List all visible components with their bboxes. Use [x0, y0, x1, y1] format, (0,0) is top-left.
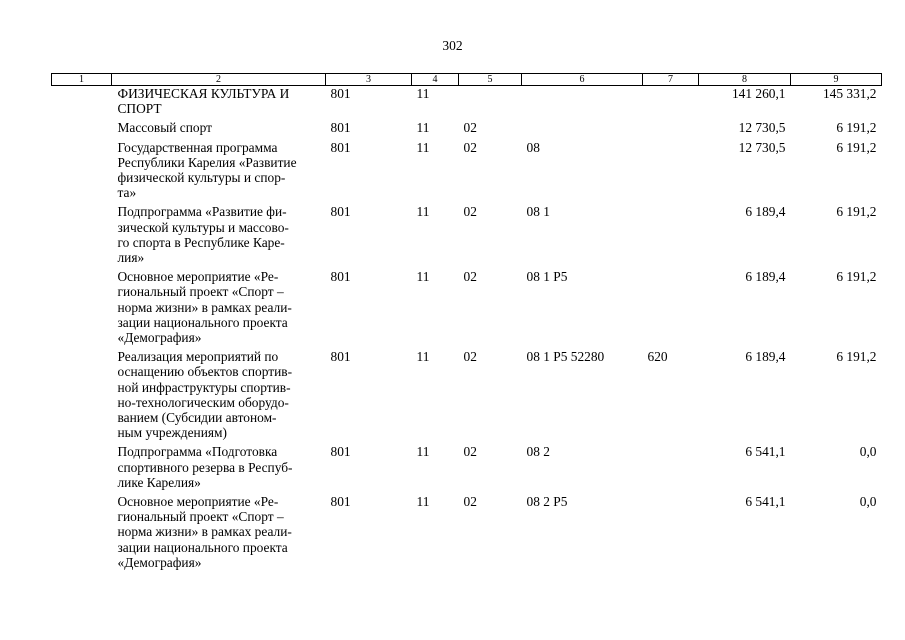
expense-type-cell: [643, 494, 699, 574]
expense-type-cell: [643, 269, 699, 349]
department-code-cell: 801: [330, 349, 351, 365]
item-name-cell: [112, 444, 326, 494]
item-name-line: та»: [117, 185, 137, 201]
page-number: 302: [442, 38, 463, 53]
target-article-cell: 08 2 P5: [526, 494, 568, 510]
row-number-cell: [52, 494, 112, 574]
amount-year2-cell: 0,0: [859, 444, 877, 460]
expense-type-cell: [643, 204, 699, 269]
department-code-cell: 801: [330, 139, 351, 155]
row-number-cell: [52, 140, 112, 205]
department-code-cell: 801: [330, 204, 351, 220]
item-name-line: гиональный проект «Спорт –: [117, 284, 284, 300]
item-name-line: гиональный проект «Спорт –: [117, 509, 284, 525]
item-name-line: Реализация мероприятий по: [117, 349, 279, 365]
table-row: [52, 86, 882, 121]
item-name-line: зической культуры и массово-: [117, 219, 289, 235]
target-article-cell: [522, 86, 643, 121]
item-name-line: Государственная программа: [117, 139, 278, 155]
column-header: 3: [326, 74, 412, 86]
subsection-cell: [459, 86, 522, 121]
section-cell: 11: [416, 86, 430, 101]
item-name-line: ФИЗИЧЕСКАЯ КУЛЬТУРА И: [117, 86, 290, 101]
item-name-cell: [112, 349, 326, 444]
column-header: 5: [459, 74, 522, 86]
amount-year1-cell: 6 541,1: [745, 444, 786, 460]
column-header: 9: [791, 74, 882, 86]
item-name-line: «Демография»: [117, 554, 202, 570]
column-header: 2: [112, 74, 326, 86]
row-number-cell: [52, 349, 112, 444]
column-header: 6: [522, 74, 643, 86]
expense-type-cell: [643, 444, 699, 494]
section-cell: 11: [416, 444, 430, 460]
department-code-cell: 801: [330, 494, 351, 510]
table-row: [52, 204, 882, 269]
amount-year1-cell: 6 189,4: [745, 204, 786, 220]
amount-year2-cell: 6 191,2: [836, 120, 877, 136]
item-name-cell: [112, 120, 326, 139]
amount-year2-cell: 0,0: [859, 494, 877, 510]
item-name-line: физической культуры и спор-: [117, 170, 286, 186]
section-cell: 11: [416, 269, 430, 285]
target-article-cell: [522, 120, 643, 139]
amount-year1-cell: 6 189,4: [745, 349, 786, 365]
row-number-cell: [52, 86, 112, 121]
row-number-cell: [52, 269, 112, 349]
item-name-line: СПОРТ: [117, 101, 162, 117]
item-name-cell: [112, 86, 326, 121]
target-article-cell: 08 1 P5 52280: [526, 349, 605, 365]
column-header: 8: [699, 74, 791, 86]
subsection-cell: 02: [463, 269, 477, 285]
subsection-cell: 02: [463, 120, 477, 136]
table-row: [52, 494, 882, 574]
item-name-cell: [112, 269, 326, 349]
section-cell: 11: [416, 494, 430, 510]
item-name-line: но-технологическим оборудо-: [117, 394, 289, 410]
column-header: 1: [52, 74, 112, 86]
amount-year2-cell: 6 191,2: [836, 349, 877, 365]
section-cell: 11: [416, 120, 430, 136]
item-name-line: норма жизни» в рамках реали-: [117, 524, 292, 540]
item-name-cell: [112, 494, 326, 574]
item-name-line: зации национального проекта: [117, 314, 288, 330]
amount-year1-cell: 12 730,5: [738, 139, 786, 155]
column-header: 4: [412, 74, 459, 86]
amount-year2-cell: 6 191,2: [836, 204, 877, 220]
section-cell: 11: [416, 139, 430, 155]
item-name-line: лия»: [117, 250, 145, 266]
item-name-line: ным учреждениям): [117, 425, 227, 441]
item-name-line: ной инфраструктуры спортив-: [117, 379, 291, 395]
item-name-line: Подпрограмма «Развитие фи-: [117, 204, 287, 220]
amount-year1-cell: 6 541,1: [745, 494, 786, 510]
section-cell: 11: [416, 349, 430, 365]
row-number-cell: [52, 444, 112, 494]
target-article-cell: 08 1: [526, 204, 550, 220]
expense-type-cell: 620: [647, 349, 668, 365]
item-name-line: го спорта в Республике Каре-: [117, 234, 285, 250]
row-number-cell: [52, 204, 112, 269]
section-cell: 11: [416, 204, 430, 220]
department-code-cell: 801: [330, 86, 351, 101]
department-code-cell: 801: [330, 444, 351, 460]
subsection-cell: 02: [463, 204, 477, 220]
item-name-line: норма жизни» в рамках реали-: [117, 299, 292, 315]
item-name-line: Основное мероприятие «Ре-: [117, 269, 279, 285]
item-name-line: оснащению объектов спортив-: [117, 364, 293, 380]
item-name-line: «Демография»: [117, 330, 202, 346]
target-article-cell: 08 2: [526, 444, 550, 460]
item-name-cell: [112, 140, 326, 205]
budget-table: [51, 73, 882, 574]
column-number-row: [52, 74, 882, 86]
item-name-line: Основное мероприятие «Ре-: [117, 494, 279, 510]
expense-type-cell: [643, 86, 699, 121]
subsection-cell: 02: [463, 349, 477, 365]
amount-year2-cell: 6 191,2: [836, 269, 877, 285]
subsection-cell: 02: [463, 139, 477, 155]
amount-year2-cell: 145 331,2: [822, 86, 877, 101]
table-row: [52, 120, 882, 139]
item-name-line: спортивного резерва в Респуб-: [117, 459, 293, 475]
item-name-line: Республики Карелия «Развитие: [117, 154, 297, 170]
row-number-cell: [52, 120, 112, 139]
department-code-cell: 801: [330, 120, 351, 136]
subsection-cell: 02: [463, 494, 477, 510]
table-body: [52, 86, 882, 575]
table-row: [52, 349, 882, 444]
table-row: [52, 140, 882, 205]
target-article-cell: 08 1 P5: [526, 269, 568, 285]
item-name-line: зации национального проекта: [117, 539, 288, 555]
item-name-line: лике Карелия»: [117, 474, 201, 490]
expense-type-cell: [643, 120, 699, 139]
target-article-cell: 08: [526, 139, 540, 155]
amount-year1-cell: 12 730,5: [738, 120, 786, 136]
item-name-cell: [112, 204, 326, 269]
item-name-line: ванием (Субсидии автоном-: [117, 410, 277, 426]
amount-year1-cell: 141 260,1: [731, 86, 786, 101]
column-header: 7: [643, 74, 699, 86]
expense-type-cell: [643, 140, 699, 205]
table-row: [52, 269, 882, 349]
item-name-line: Подпрограмма «Подготовка: [117, 444, 278, 460]
amount-year1-cell: 6 189,4: [745, 269, 786, 285]
item-name-line: Массовый спорт: [117, 120, 212, 136]
table-row: [52, 444, 882, 494]
subsection-cell: 02: [463, 444, 477, 460]
amount-year2-cell: 6 191,2: [836, 139, 877, 155]
department-code-cell: 801: [330, 269, 351, 285]
